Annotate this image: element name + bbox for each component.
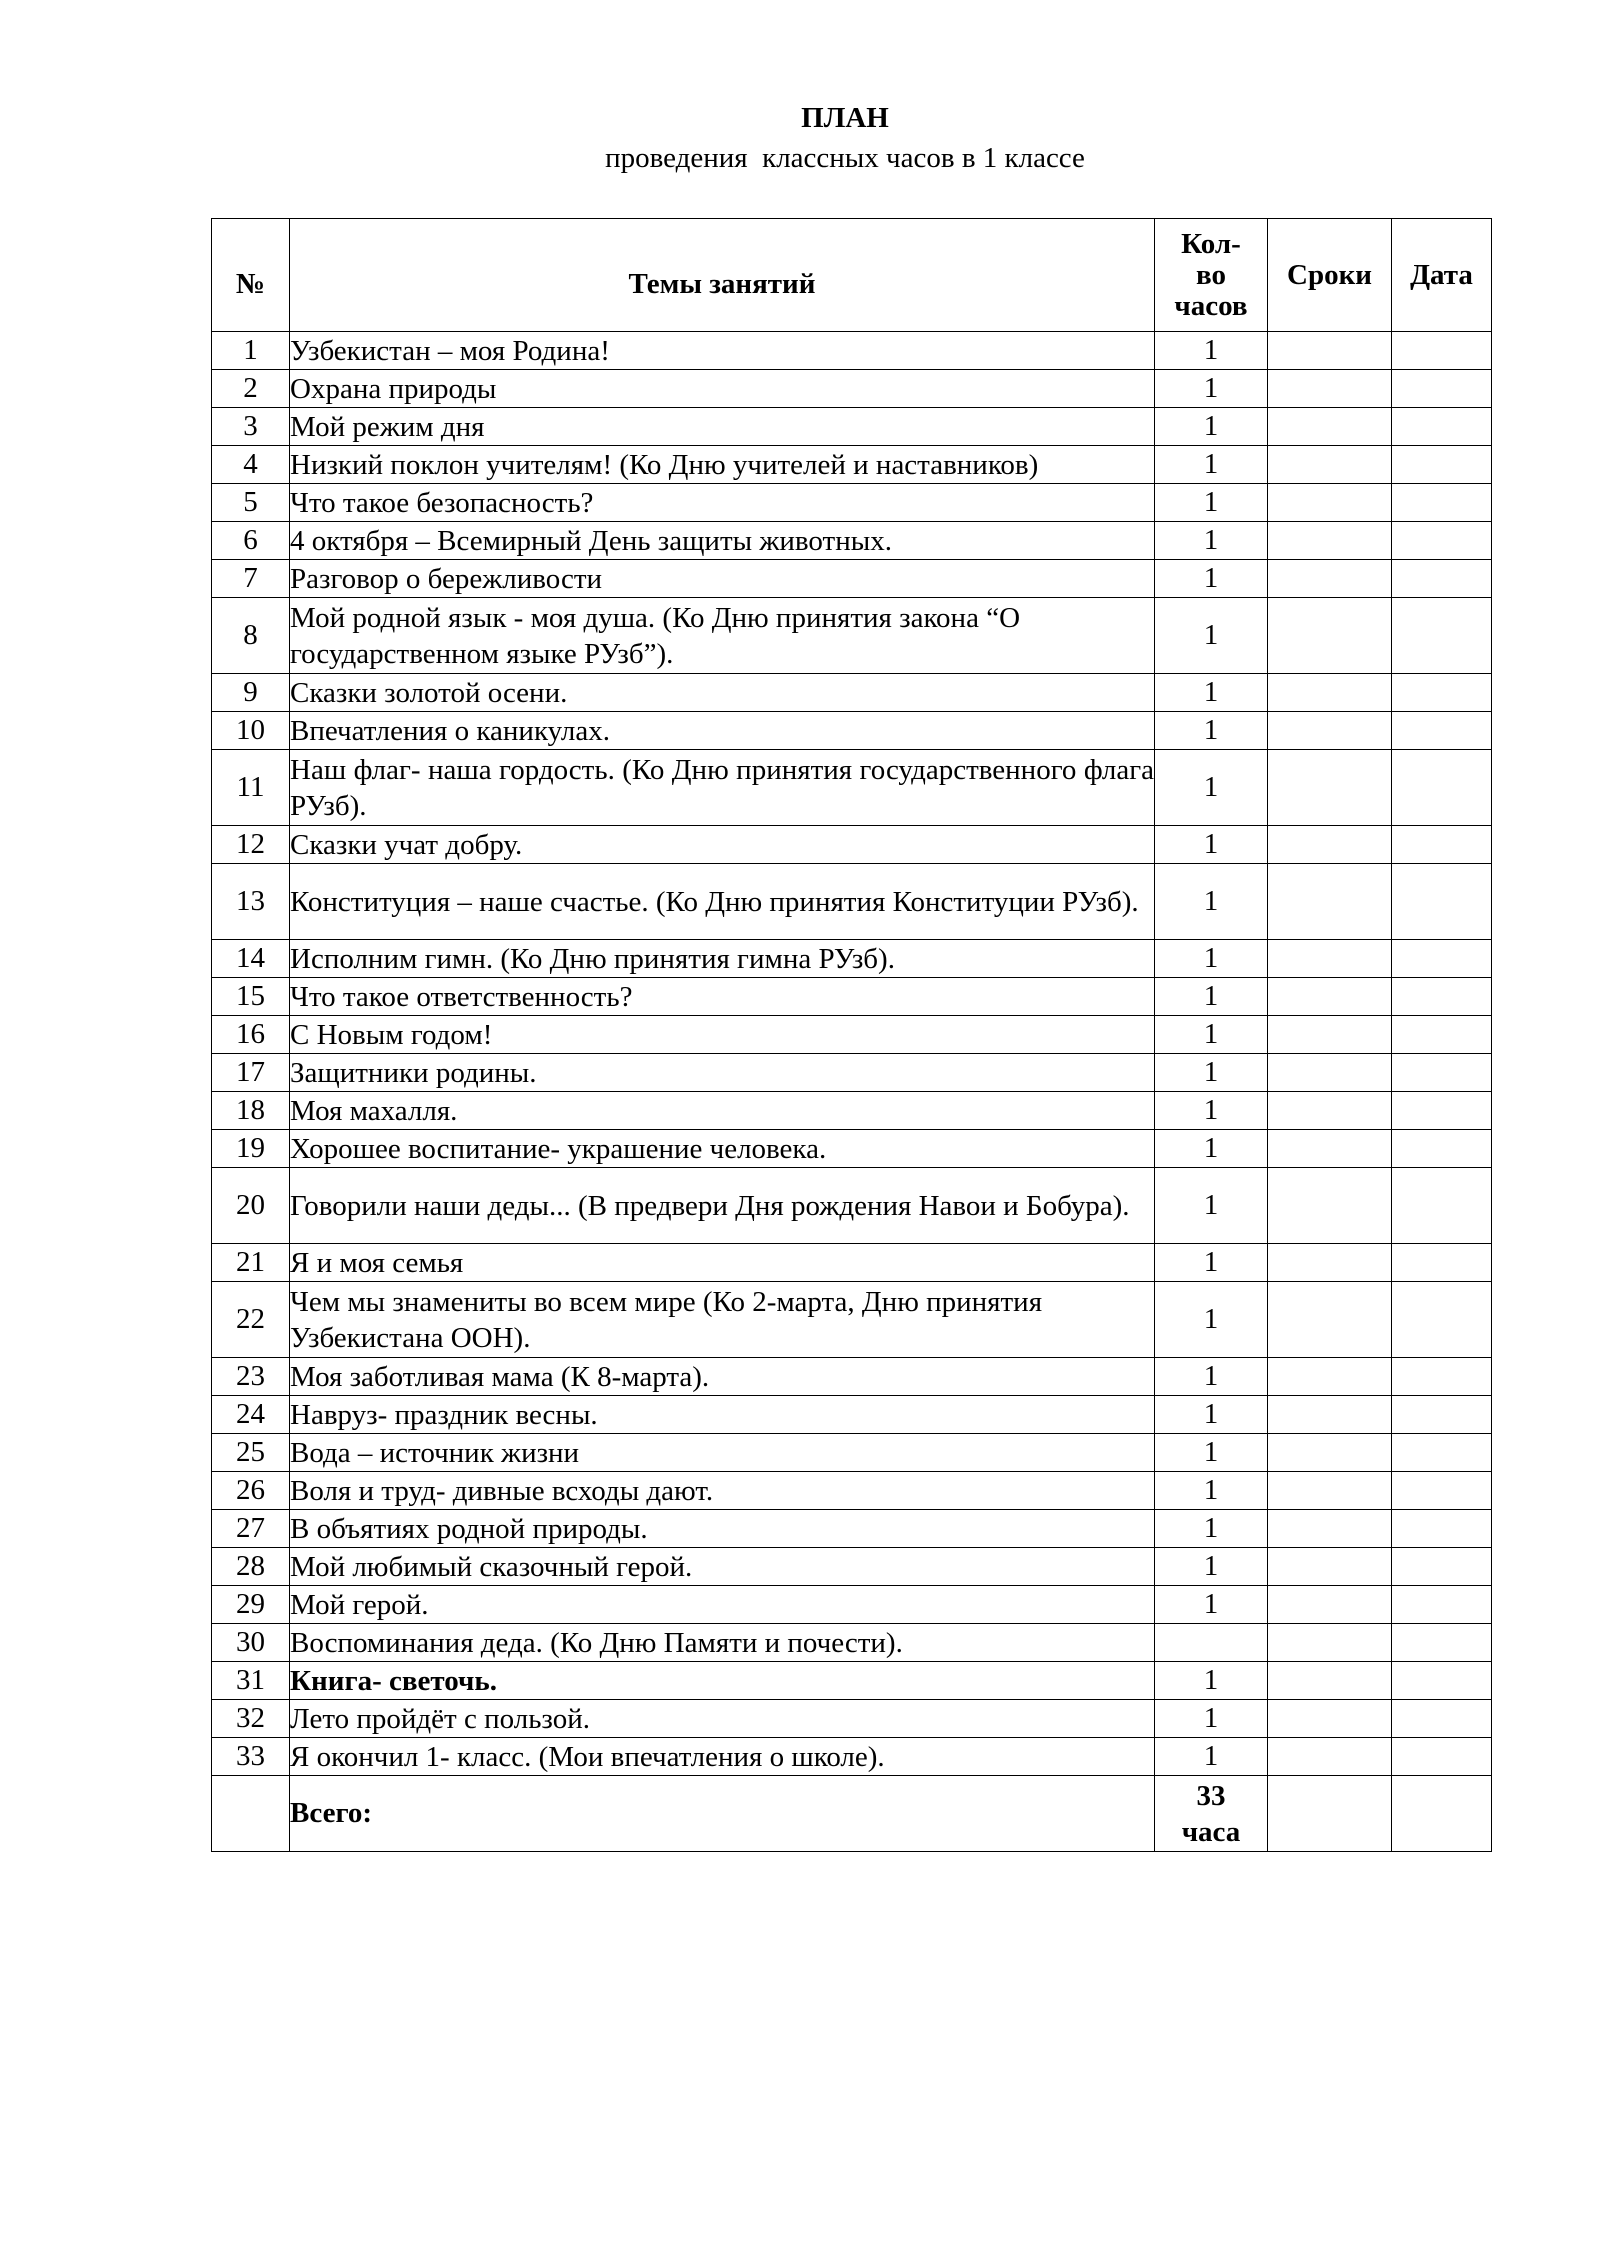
row-topic: Узбекистан – моя Родина!: [290, 332, 1155, 370]
row-hours: 1: [1155, 864, 1268, 940]
table-row: [212, 674, 1492, 712]
row-number: 2: [212, 370, 290, 408]
row-deadline-cell: [1268, 1586, 1392, 1624]
row-hours: 1: [1155, 1244, 1268, 1282]
row-hours: 1: [1155, 484, 1268, 522]
row-deadline-cell: [1268, 598, 1392, 674]
row-deadline-cell: [1268, 332, 1392, 370]
row-topic: Мой герой.: [290, 1586, 1155, 1624]
row-date-cell: [1392, 1586, 1492, 1624]
column-header-hours-line1: Кол-: [1181, 227, 1241, 260]
row-topic: Мой родной язык - моя душа. (Ко Дню принятия закона “О государственном языке РУзб”).: [290, 598, 1155, 674]
table-row: [212, 1282, 1492, 1358]
row-date-cell: [1392, 978, 1492, 1016]
row-date-cell: [1392, 750, 1492, 826]
row-topic: Воля и труд- дивные всходы дают.: [290, 1472, 1155, 1510]
row-deadline-cell: [1268, 1130, 1392, 1168]
row-date-cell: [1392, 484, 1492, 522]
row-number: 26: [212, 1472, 290, 1510]
row-date-cell: [1392, 1510, 1492, 1548]
row-number: 28: [212, 1548, 290, 1586]
row-number: 3: [212, 408, 290, 446]
row-date-cell: [1392, 1662, 1492, 1700]
row-date-cell: [1392, 712, 1492, 750]
row-number: 9: [212, 674, 290, 712]
row-number: 22: [212, 1282, 290, 1358]
row-hours: 1: [1155, 560, 1268, 598]
row-date-cell: [1392, 1054, 1492, 1092]
table-row: [212, 1700, 1492, 1738]
row-deadline-cell: [1268, 1016, 1392, 1054]
row-topic: Конституция – наше счастье. (Ко Дню принятия Конституции РУзб).: [290, 864, 1155, 940]
total-hours: [1155, 1776, 1268, 1852]
row-number: 16: [212, 1016, 290, 1054]
page-subtitle: проведения классных часов в 1 классе: [605, 142, 1085, 174]
table-row: [212, 1586, 1492, 1624]
row-date-cell: [1392, 1282, 1492, 1358]
total-number-cell: [212, 1776, 290, 1852]
row-number: 5: [212, 484, 290, 522]
row-deadline-cell: [1268, 560, 1392, 598]
row-number: 15: [212, 978, 290, 1016]
row-number: 31: [212, 1662, 290, 1700]
row-deadline-cell: [1268, 826, 1392, 864]
row-hours: 1: [1155, 674, 1268, 712]
row-deadline-cell: [1268, 484, 1392, 522]
row-deadline-cell: [1268, 1700, 1392, 1738]
row-topic: Сказки учат добру.: [290, 826, 1155, 864]
row-hours: 1: [1155, 332, 1268, 370]
row-topic: Мой режим дня: [290, 408, 1155, 446]
row-hours: 1: [1155, 1092, 1268, 1130]
row-deadline-cell: [1268, 1092, 1392, 1130]
row-number: 32: [212, 1700, 290, 1738]
table-row: [212, 1472, 1492, 1510]
table-row: [212, 1054, 1492, 1092]
row-deadline-cell: [1268, 674, 1392, 712]
column-header-deadline: Сроки: [1268, 219, 1392, 332]
row-topic: Говорили наши деды... (В предвери Дня рождения Навои и Бобура).: [290, 1168, 1155, 1244]
row-hours: 1: [1155, 1434, 1268, 1472]
row-number: 4: [212, 446, 290, 484]
row-topic: Охрана природы: [290, 370, 1155, 408]
table-row: [212, 712, 1492, 750]
total-row: [212, 1776, 1492, 1852]
row-topic: Хорошее воспитание- украшение человека.: [290, 1130, 1155, 1168]
row-deadline-cell: [1268, 1244, 1392, 1282]
row-number: 6: [212, 522, 290, 560]
table-row: [212, 1738, 1492, 1776]
row-date-cell: [1392, 1624, 1492, 1662]
row-number: 7: [212, 560, 290, 598]
table-row: [212, 484, 1492, 522]
row-deadline-cell: [1268, 1662, 1392, 1700]
row-hours: 1: [1155, 1548, 1268, 1586]
row-date-cell: [1392, 598, 1492, 674]
row-topic: Чем мы знамениты во всем мире (Ко 2-марта, Дню принятия Узбекистана ООН).: [290, 1282, 1155, 1358]
row-hours: 1: [1155, 978, 1268, 1016]
row-topic: Навруз- праздник весны.: [290, 1396, 1155, 1434]
row-topic: Мой любимый сказочный герой.: [290, 1548, 1155, 1586]
row-deadline-cell: [1268, 1738, 1392, 1776]
table-row: [212, 1168, 1492, 1244]
row-hours: 1: [1155, 1396, 1268, 1434]
row-deadline-cell: [1268, 1358, 1392, 1396]
row-number: 23: [212, 1358, 290, 1396]
table-row: [212, 522, 1492, 560]
row-topic: С Новым годом!: [290, 1016, 1155, 1054]
row-deadline-cell: [1268, 1168, 1392, 1244]
row-deadline-cell: [1268, 1054, 1392, 1092]
row-date-cell: [1392, 1016, 1492, 1054]
column-header-topic: Темы занятий: [290, 219, 1155, 332]
row-topic: Вода – источник жизни: [290, 1434, 1155, 1472]
row-hours: [1155, 1624, 1268, 1662]
row-deadline-cell: [1268, 1282, 1392, 1358]
row-topic: Я окончил 1- класс. (Мои впечатления о школе).: [290, 1738, 1155, 1776]
plan-table: [211, 218, 1492, 1852]
row-number: 29: [212, 1586, 290, 1624]
row-hours: 1: [1155, 712, 1268, 750]
row-hours: 1: [1155, 1358, 1268, 1396]
row-topic: Защитники родины.: [290, 1054, 1155, 1092]
row-topic: Моя махалля.: [290, 1092, 1155, 1130]
row-date-cell: [1392, 1738, 1492, 1776]
row-number: 13: [212, 864, 290, 940]
row-topic: Книга- светочь.: [290, 1662, 1155, 1700]
row-topic: Разговор о бережливости: [290, 560, 1155, 598]
row-number: 1: [212, 332, 290, 370]
row-number: 20: [212, 1168, 290, 1244]
total-label: Всего:: [290, 1776, 1155, 1852]
total-date-cell: [1392, 1776, 1492, 1852]
column-header-date: Дата: [1392, 219, 1492, 332]
table-row: [212, 864, 1492, 940]
row-deadline-cell: [1268, 1472, 1392, 1510]
row-number: 33: [212, 1738, 290, 1776]
table-row: [212, 1358, 1492, 1396]
table-row: [212, 940, 1492, 978]
column-header-hours: [1155, 219, 1268, 332]
page-title: ПЛАН: [801, 102, 889, 134]
row-hours: 1: [1155, 1054, 1268, 1092]
row-hours: 1: [1155, 1472, 1268, 1510]
table-row: [212, 1092, 1492, 1130]
row-hours: 1: [1155, 1130, 1268, 1168]
table-body: [212, 332, 1492, 1852]
row-hours: 1: [1155, 1738, 1268, 1776]
row-date-cell: [1392, 446, 1492, 484]
table-row: [212, 408, 1492, 446]
row-deadline-cell: [1268, 522, 1392, 560]
row-hours: 1: [1155, 1168, 1268, 1244]
row-number: 14: [212, 940, 290, 978]
total-deadline-cell: [1268, 1776, 1392, 1852]
row-deadline-cell: [1268, 940, 1392, 978]
row-date-cell: [1392, 1548, 1492, 1586]
table-row: [212, 370, 1492, 408]
row-deadline-cell: [1268, 712, 1392, 750]
row-deadline-cell: [1268, 1396, 1392, 1434]
column-header-hours-line2: во: [1196, 258, 1226, 291]
row-number: 10: [212, 712, 290, 750]
table-row: [212, 1396, 1492, 1434]
table-header-row: [212, 219, 1492, 332]
row-number: 12: [212, 826, 290, 864]
row-number: 30: [212, 1624, 290, 1662]
row-number: 21: [212, 1244, 290, 1282]
table-row: [212, 1244, 1492, 1282]
row-hours: 1: [1155, 522, 1268, 560]
row-topic: Что такое безопасность?: [290, 484, 1155, 522]
row-number: 25: [212, 1434, 290, 1472]
row-topic: Воспоминания деда. (Ко Дню Памяти и почести).: [290, 1624, 1155, 1662]
table-row: [212, 598, 1492, 674]
row-number: 17: [212, 1054, 290, 1092]
row-date-cell: [1392, 1434, 1492, 1472]
row-date-cell: [1392, 864, 1492, 940]
row-date-cell: [1392, 1130, 1492, 1168]
row-date-cell: [1392, 1168, 1492, 1244]
table-row: [212, 826, 1492, 864]
row-date-cell: [1392, 1358, 1492, 1396]
row-deadline-cell: [1268, 1548, 1392, 1586]
row-date-cell: [1392, 408, 1492, 446]
row-deadline-cell: [1268, 1510, 1392, 1548]
row-date-cell: [1392, 940, 1492, 978]
row-number: 8: [212, 598, 290, 674]
row-topic: Наш флаг- наша гордость. (Ко Дню принятия государственного флага РУзб).: [290, 750, 1155, 826]
table-row: [212, 332, 1492, 370]
table-row: [212, 1510, 1492, 1548]
table-row: [212, 560, 1492, 598]
row-hours: 1: [1155, 826, 1268, 864]
table-row: [212, 446, 1492, 484]
total-hours-value: 33: [1196, 1779, 1226, 1812]
row-topic: Лето пройдёт с пользой.: [290, 1700, 1155, 1738]
row-number: 18: [212, 1092, 290, 1130]
row-hours: 1: [1155, 598, 1268, 674]
column-header-number: №: [212, 219, 290, 332]
row-deadline-cell: [1268, 408, 1392, 446]
table-row: [212, 978, 1492, 1016]
row-deadline-cell: [1268, 978, 1392, 1016]
row-date-cell: [1392, 370, 1492, 408]
table-row: [212, 1130, 1492, 1168]
row-topic: Исполним гимн. (Ко Дню принятия гимна РУзб).: [290, 940, 1155, 978]
row-hours: 1: [1155, 446, 1268, 484]
row-hours: 1: [1155, 1662, 1268, 1700]
row-date-cell: [1392, 826, 1492, 864]
row-topic: Низкий поклон учителям! (Ко Дню учителей и наставников): [290, 446, 1155, 484]
row-topic: Что такое ответственность?: [290, 978, 1155, 1016]
row-deadline-cell: [1268, 1624, 1392, 1662]
row-date-cell: [1392, 332, 1492, 370]
row-hours: 1: [1155, 1510, 1268, 1548]
row-date-cell: [1392, 560, 1492, 598]
row-topic: Сказки золотой осени.: [290, 674, 1155, 712]
row-number: 27: [212, 1510, 290, 1548]
table-row: [212, 1548, 1492, 1586]
table-row: [212, 750, 1492, 826]
row-topic: Я и моя семья: [290, 1244, 1155, 1282]
row-hours: 1: [1155, 1282, 1268, 1358]
row-hours: 1: [1155, 1016, 1268, 1054]
row-hours: 1: [1155, 1700, 1268, 1738]
row-hours: 1: [1155, 370, 1268, 408]
row-hours: 1: [1155, 1586, 1268, 1624]
row-date-cell: [1392, 674, 1492, 712]
row-deadline-cell: [1268, 370, 1392, 408]
total-hours-unit: часа: [1181, 1815, 1241, 1848]
row-date-cell: [1392, 1472, 1492, 1510]
row-hours: 1: [1155, 940, 1268, 978]
row-date-cell: [1392, 522, 1492, 560]
row-hours: 1: [1155, 408, 1268, 446]
row-topic: Впечатления о каникулах.: [290, 712, 1155, 750]
row-topic: 4 октября – Всемирный День защиты животных.: [290, 522, 1155, 560]
table-row: [212, 1624, 1492, 1662]
row-deadline-cell: [1268, 864, 1392, 940]
row-deadline-cell: [1268, 750, 1392, 826]
table-row: [212, 1434, 1492, 1472]
row-number: 19: [212, 1130, 290, 1168]
row-number: 24: [212, 1396, 290, 1434]
row-topic: В объятиях родной природы.: [290, 1510, 1155, 1548]
row-date-cell: [1392, 1244, 1492, 1282]
row-hours: 1: [1155, 750, 1268, 826]
row-deadline-cell: [1268, 1434, 1392, 1472]
row-date-cell: [1392, 1092, 1492, 1130]
row-date-cell: [1392, 1396, 1492, 1434]
table-row: [212, 1016, 1492, 1054]
column-header-hours-line3: часов: [1174, 289, 1248, 322]
row-number: 11: [212, 750, 290, 826]
row-date-cell: [1392, 1700, 1492, 1738]
table-row: [212, 1662, 1492, 1700]
row-deadline-cell: [1268, 446, 1392, 484]
row-topic: Моя заботливая мама (К 8-марта).: [290, 1358, 1155, 1396]
